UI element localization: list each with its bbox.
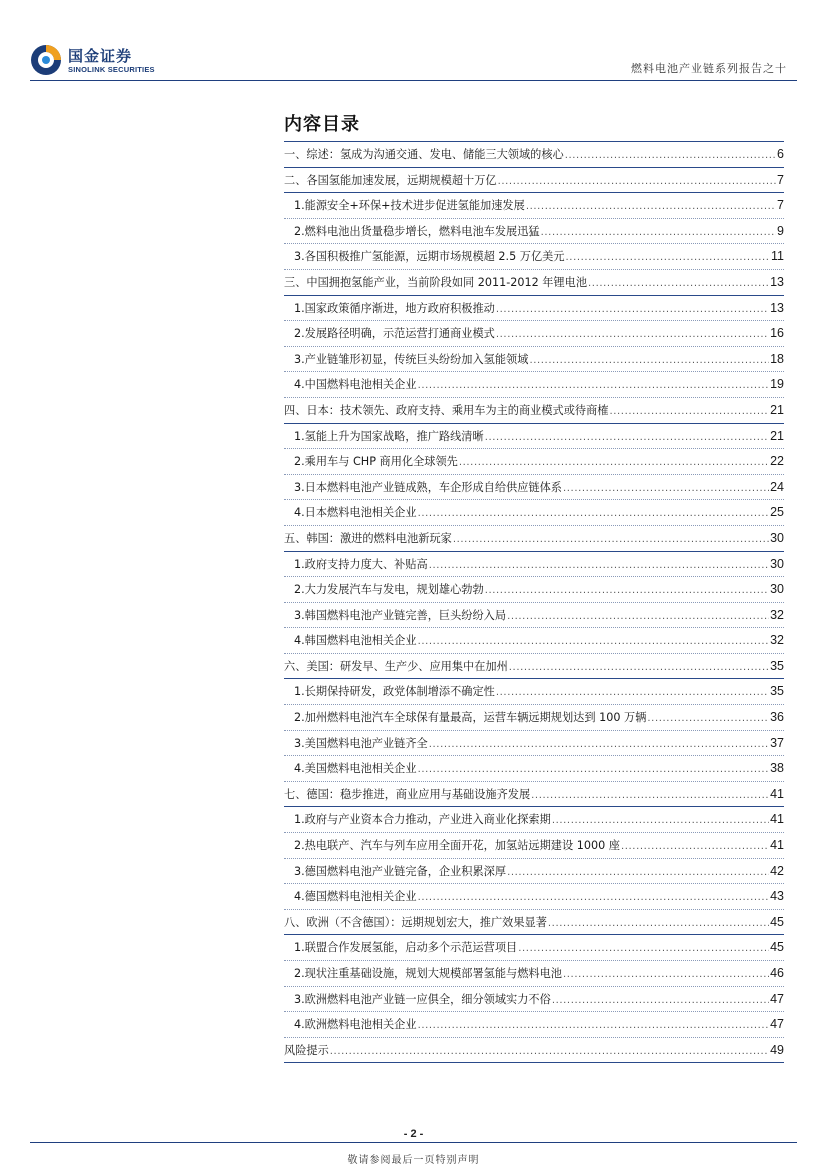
toc-entry-page: 30 — [770, 556, 784, 571]
toc-entry-page: 7 — [777, 198, 784, 213]
toc-entry[interactable] — [284, 321, 784, 347]
dot-leader — [496, 329, 769, 340]
dot-leader — [429, 560, 769, 571]
dot-leader — [429, 739, 769, 750]
toc-entry[interactable] — [284, 910, 784, 936]
table-of-contents — [284, 141, 784, 1063]
toc-entry-label: 4.美国燃料电池相关企业 — [294, 762, 417, 776]
dot-leader — [418, 508, 770, 519]
toc-entry[interactable] — [284, 347, 784, 373]
toc-entry-line — [284, 581, 784, 597]
toc-entry[interactable] — [284, 603, 784, 629]
dot-leader — [453, 534, 769, 545]
company-logo — [30, 44, 160, 78]
toc-entry-page: 41 — [770, 838, 784, 853]
toc-entry-page: 43 — [770, 889, 784, 904]
toc-entry-page: 19 — [770, 377, 784, 392]
dot-leader — [647, 713, 769, 724]
toc-entry-line — [284, 888, 784, 904]
toc-entry-line — [284, 837, 784, 853]
toc-entry-page: 24 — [770, 479, 784, 494]
dot-leader — [518, 943, 769, 954]
toc-entry-label: 四、日本：技术领先、政府支持、乘用车为主的商业模式或待商榷 — [284, 403, 609, 417]
toc-entry-label: 4.德国燃料电池相关企业 — [294, 890, 417, 904]
toc-entry[interactable] — [284, 141, 784, 168]
toc-entry-page: 25 — [770, 505, 784, 520]
dot-leader — [507, 611, 769, 622]
toc-entry-line — [284, 504, 784, 520]
logo-english-name: SINOLINK SECURITIES — [68, 65, 155, 74]
toc-entry[interactable] — [284, 756, 784, 782]
dot-leader — [485, 585, 769, 596]
dot-leader — [563, 483, 769, 494]
dot-leader — [498, 176, 776, 187]
toc-entry-line — [284, 658, 784, 674]
toc-entry-line — [284, 939, 784, 955]
dot-leader — [588, 278, 769, 289]
toc-entry[interactable] — [284, 168, 784, 194]
toc-entry[interactable] — [284, 475, 784, 501]
toc-entry-page: 45 — [770, 940, 784, 955]
toc-entry-line — [284, 274, 784, 290]
toc-entry-label: 1.长期保持研发，政党体制增添不确定性 — [294, 685, 495, 699]
toc-entry-page: 9 — [777, 223, 784, 238]
toc-entry-page: 22 — [770, 454, 784, 469]
toc-entry[interactable] — [284, 807, 784, 833]
toc-entry-line — [284, 683, 784, 699]
toc-entry-line — [284, 991, 784, 1007]
toc-entry-label: 2.发展路径明确，示范运营打通商业模式 — [294, 327, 495, 341]
toc-entry-label: 4.中国燃料电池相关企业 — [294, 378, 417, 392]
page-number — [0, 1128, 827, 1140]
toc-entry-page: 7 — [777, 172, 784, 187]
toc-entry-label: 2.乘用车与 CHP 商用化全球领先 — [294, 455, 458, 469]
toc-entry-label: 3.美国燃料电池产业链齐全 — [294, 736, 428, 750]
toc-entry-page: 47 — [770, 991, 784, 1006]
toc-entry[interactable] — [284, 1038, 784, 1064]
toc-entry-page: 49 — [770, 1042, 784, 1057]
toc-entry-page: 6 — [777, 147, 784, 161]
toc-entry-page: 41 — [770, 786, 784, 801]
dot-leader — [459, 457, 769, 468]
toc-entry-page: 46 — [770, 966, 784, 980]
toc-entry-page: 37 — [770, 735, 784, 750]
toc-entry-label: 3.产业链雏形初显，传统巨头纷纷加入氢能领域 — [294, 352, 529, 366]
toc-entry-line — [284, 146, 784, 162]
toc-entry[interactable] — [284, 552, 784, 578]
toc-entry-line — [284, 376, 784, 392]
toc-entry-label: 2.燃料电池出货量稳步增长，燃料电池车发展迅猛 — [294, 224, 540, 238]
toc-entry-page: 36 — [770, 710, 784, 725]
toc-entry-line — [284, 248, 784, 264]
toc-entry[interactable] — [284, 219, 784, 245]
toc-entry-line — [284, 556, 784, 572]
toc-entry-label: 二、各国氢能加速发展，远期规模超十万亿 — [284, 173, 497, 187]
toc-entry-page: 30 — [770, 582, 784, 597]
dot-leader — [496, 687, 769, 698]
toc-entry-line — [284, 479, 784, 495]
toc-entry-line — [284, 1016, 784, 1032]
toc-entry-line — [284, 863, 784, 879]
toc-entry-line — [284, 632, 784, 648]
logo-chinese-name: 国金证券 — [68, 47, 133, 65]
header-divider — [30, 80, 797, 81]
toc-entry[interactable] — [284, 833, 784, 859]
toc-entry-page: 13 — [770, 300, 784, 315]
footer-divider — [30, 1142, 797, 1143]
dot-leader — [418, 636, 770, 647]
toc-entry-line — [284, 428, 784, 444]
dot-leader — [552, 815, 769, 826]
toc-entry[interactable] — [284, 884, 784, 910]
toc-entry-label: 3.各国积极推广氢能源，远期市场规模超 2.5 万亿美元 — [294, 250, 565, 264]
toc-entry[interactable] — [284, 526, 784, 552]
toc-entry-label: 3.日本燃料电池产业链成熟，车企形成自给供应链体系 — [294, 480, 562, 494]
dot-leader — [529, 355, 769, 366]
page-number-text: - 2 - — [398, 1128, 430, 1140]
toc-entry-line — [284, 530, 784, 546]
toc-entry-page: 30 — [770, 530, 784, 545]
dot-leader — [418, 892, 770, 903]
toc-entry-page: 35 — [770, 658, 784, 673]
toc-entry-label: 1.氢能上升为国家战略，推广路线清晰 — [294, 429, 484, 443]
toc-entry-label: 2.加州燃料电池汽车全球保有量最高，运营车辆远期规划达到 100 万辆 — [294, 711, 647, 725]
toc-entry-label: 4.韩国燃料电池相关企业 — [294, 634, 417, 648]
toc-entry-page: 11 — [771, 249, 784, 264]
toc-entry-line — [284, 453, 784, 469]
toc-entry-label: 1.国家政策循序渐进，地方政府积极推动 — [294, 301, 495, 315]
dot-leader — [485, 432, 769, 443]
toc-entry-label: 3.韩国燃料电池产业链完善，巨头纷纷入局 — [294, 608, 507, 622]
dot-leader — [418, 764, 770, 775]
toc-entry-label: 五、韩国：激进的燃料电池新玩家 — [284, 531, 452, 545]
toc-entry-line — [284, 197, 784, 213]
dot-leader — [330, 1046, 769, 1057]
toc-entry[interactable] — [284, 372, 784, 398]
dot-leader — [531, 790, 769, 801]
toc-entry-label: 1.联盟合作发展氢能，启动多个示范运营项目 — [294, 941, 518, 955]
toc-entry[interactable] — [284, 577, 784, 603]
toc-entry-line — [284, 786, 784, 802]
toc-entry-label: 4.欧洲燃料电池相关企业 — [294, 1018, 417, 1032]
toc-entry-label: 1.能源安全+环保+技术进步促进氢能加速发展 — [294, 199, 525, 213]
toc-entry-page: 32 — [770, 607, 784, 622]
toc-entry-label: 2.现状注重基础设施，规划大规模部署氢能与燃料电池 — [294, 967, 562, 980]
toc-entry[interactable] — [284, 424, 784, 450]
toc-entry-label: 4.日本燃料电池相关企业 — [294, 506, 417, 520]
toc-entry[interactable] — [284, 500, 784, 526]
toc-entry-label: 八、欧洲（不含德国）：远期规划宏大，推广效果显著 — [284, 915, 547, 929]
toc-entry-page: 32 — [770, 633, 784, 648]
toc-entry-label: 2.热电联产、汽车与列车应用全面开花，加氢站远期建设 1000 座 — [294, 839, 620, 853]
sinolink-logo-icon — [30, 44, 62, 76]
toc-entry-label: 1.政府支持力度大、补贴高 — [294, 557, 428, 571]
toc-entry-page: 18 — [770, 351, 784, 366]
toc-entry[interactable] — [284, 628, 784, 654]
toc-entry[interactable] — [284, 449, 784, 475]
dot-leader — [548, 918, 769, 929]
toc-entry-line — [284, 402, 784, 418]
toc-entry-label: 六、美国：研发早、生产少、应用集中在加州 — [284, 659, 508, 673]
toc-entry[interactable] — [284, 987, 784, 1013]
toc-entry-label: 七、德国：稳步推进，商业应用与基础设施齐发展 — [284, 787, 531, 801]
toc-entry-page: 35 — [770, 684, 784, 699]
toc-entry-label: 风险提示 — [284, 1043, 329, 1057]
toc-entry-page: 42 — [770, 863, 784, 878]
toc-entry-page: 47 — [770, 1017, 784, 1032]
dot-leader — [418, 1020, 770, 1031]
dot-leader — [418, 380, 770, 391]
toc-entry[interactable] — [284, 296, 784, 322]
toc-entry-label: 1.政府与产业资本合力推动，产业进入商业化探索期 — [294, 813, 551, 827]
toc-entry-page: 21 — [770, 402, 784, 417]
dot-leader — [509, 662, 769, 673]
toc-entry-page: 38 — [770, 761, 784, 776]
toc-entry-line — [284, 325, 784, 341]
toc-entry-line — [284, 709, 784, 725]
dot-leader — [609, 406, 769, 417]
dot-leader — [552, 995, 769, 1006]
toc-entry-line — [284, 735, 784, 751]
toc-entry[interactable] — [284, 244, 784, 270]
toc-entry[interactable] — [284, 731, 784, 757]
toc-heading: 内容目录 — [284, 114, 360, 135]
toc-entry-line — [284, 914, 784, 930]
toc-entry-line — [284, 965, 784, 981]
toc-entry-page: 16 — [770, 326, 784, 341]
toc-entry-page: 45 — [770, 914, 784, 929]
dot-leader — [563, 969, 769, 980]
toc-entry[interactable] — [284, 679, 784, 705]
dot-leader — [621, 841, 769, 852]
dot-leader — [496, 304, 769, 315]
toc-entry-page: 21 — [770, 428, 784, 443]
toc-entry-label: 2.大力发展汽车与发电，规划雄心勃勃 — [294, 583, 484, 597]
toc-entry-line — [284, 1042, 784, 1058]
toc-entry[interactable] — [284, 859, 784, 885]
toc-entry[interactable] — [284, 961, 784, 987]
dot-leader — [507, 867, 769, 878]
toc-entry[interactable] — [284, 193, 784, 219]
toc-entry[interactable] — [284, 705, 784, 731]
toc-entry-line — [284, 760, 784, 776]
toc-entry-label: 3.德国燃料电池产业链完备，企业积累深厚 — [294, 864, 507, 878]
toc-entry-label: 3.欧洲燃料电池产业链一应俱全，细分领域实力不俗 — [294, 992, 551, 1006]
dot-leader — [565, 150, 776, 161]
toc-entry-label: 三、中国拥抱氢能产业，当前阶段如同 2011-2012 年锂电池 — [284, 275, 588, 289]
dot-leader — [566, 252, 770, 263]
toc-entry-label: 一、综述：氢成为沟通交通、发电、储能三大领域的核心 — [284, 148, 564, 161]
toc-entry[interactable] — [284, 398, 784, 424]
toc-entry-line — [284, 223, 784, 239]
report-series-title: 燃料电池产业链系列报告之十 — [631, 62, 787, 75]
toc-entry-page: 13 — [770, 274, 784, 289]
toc-entry[interactable] — [284, 935, 784, 961]
dot-leader — [526, 201, 776, 212]
toc-entry[interactable] — [284, 654, 784, 680]
toc-entry[interactable] — [284, 1012, 784, 1038]
toc-entry-line — [284, 172, 784, 188]
toc-entry-line — [284, 811, 784, 827]
disclaimer-note: 敬请参阅最后一页特别声明 — [347, 1155, 480, 1166]
toc-entry-line — [284, 607, 784, 623]
toc-entry-line — [284, 300, 784, 316]
toc-entry[interactable] — [284, 270, 784, 296]
page-header — [0, 0, 827, 84]
toc-entry-line — [284, 351, 784, 367]
toc-entry[interactable] — [284, 782, 784, 808]
toc-entry-page: 41 — [770, 812, 784, 827]
dot-leader — [541, 227, 776, 238]
